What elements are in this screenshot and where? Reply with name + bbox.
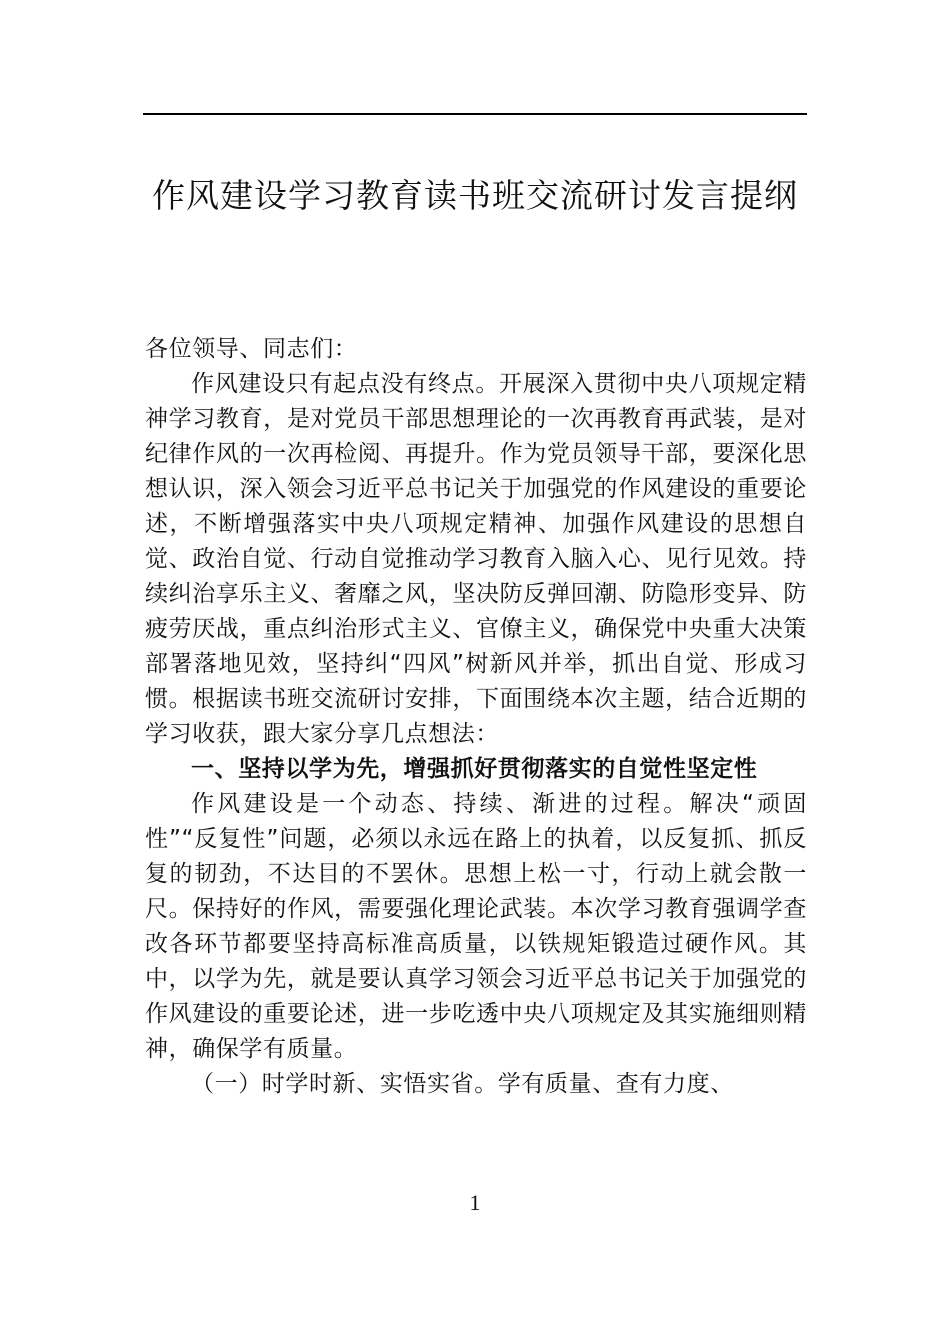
- document-title: 作风建设学习教育读书班交流研讨发言提纲: [152, 176, 798, 215]
- section-heading: 一、坚持以学为先，增强抓好贯彻落实的自觉性坚定性: [191, 756, 758, 782]
- page-number: 1: [469, 1190, 481, 1215]
- salutation: 各位领导、同志们：: [145, 336, 358, 362]
- intro-paragraph: 作风建设只有起点没有终点。开展深入贯彻中央八项规定精神学习教育，是对党员干部思想理论的一次再教育再武装，是对纪律作风的一次再检阅、再提升。作为党员领导干部，要深化思想认识，深入领会习近平总书记关于加强党的作风建设的重要论述，不断增强落实中央八项规定精神、加强作风建设的思想自觉、政治自觉、行动自觉推动学习教育入脑入心、见行见效。持续纠治享乐主义、奢靡之风，坚决防反弹回潮、防隐形变异、防疲劳厌战，重点纠治形式主义、官僚主义，确保党中央重大决策部署落地见效，坚持纠“四风”树新风并举，抓出自觉、形成习惯。根据读书班交流研讨安排，下面围绕本次主题，结合近期的学习收获，跟大家分享几点想法：: [145, 371, 807, 747]
- section-paragraph: 作风建设是一个动态、持续、渐进的过程。解决“顽固性”“反复性”问题，必须以永远在路上的执着，以反复抓、抓反复的韧劲，不达目的不罢休。思想上松一寸，行动上就会散一尺。保持好的作风，需要强化理论武装。本次学习教育强调学查改各环节都要坚持高标准高质量，以铁规矩锻造过硬作风。其中，以学为先，就是要认真学习领会习近平总书记关于加强党的作风建设的重要论述，进一步吃透中央八项规定及其实施细则精神，确保学有质量。: [145, 791, 807, 1062]
- header-rule: [143, 113, 807, 115]
- subsection-paragraph: （一）时学时新、实悟实省。学有质量、查有力度、: [191, 1071, 734, 1097]
- document-body: [145, 332, 807, 1102]
